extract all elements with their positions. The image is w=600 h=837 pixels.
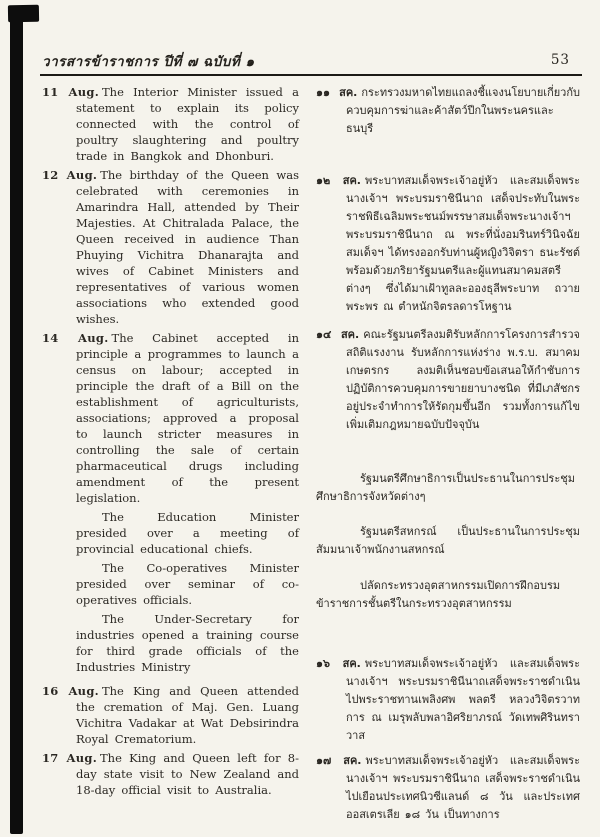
diary-entry-thai [316, 84, 580, 138]
diary-entry-thai [316, 172, 580, 316]
entry-text: รัฐมนตรีศึกษาธิการเป็นประธานในการประชุมศึกษาธิการจังหวัดต่างๆ [316, 472, 575, 503]
entry-text: คณะรัฐมนตรีลงมติรับหลักการโครงการสำรวจสถิติแรงงาน รับหลักการแห่งร่าง พ.ร.บ. สมาคมเกษตรกร ลงมติเห็นชอบข้อเสนอให้กำชับการปฏิบัติการควบคุมการขายยาบางชนิด ที่มีเภสัชกรอยู่ประจำทำการให้รัดกุมขึ้นอีก รวมทั้งการแก้ไขเพิ่มเติมกฎหมายฉบับปัจจุบัน [346, 328, 580, 431]
diary-entry [42, 330, 300, 506]
entry-text: The King and Queen left for 8-day state visit to New Zealand and 18-day official visit to Australia. [76, 751, 300, 797]
thai-column [316, 84, 580, 824]
entry-text: ปลัดกระทรวงอุตสาหกรรมเปิดการฝึกอบรมข้าราชการชั้นตรีในกระทรวงอุตสาหกรรม [316, 579, 561, 610]
entry-day-label: 12 Aug. [42, 168, 98, 182]
diary-entry [42, 683, 300, 747]
entry-day-label: ๑๗ สค. [316, 754, 362, 767]
journal-title: วารสารข้าราชการ ปีที่ ๗ ฉบับที่ ๑ [42, 54, 255, 70]
entry-day-label: ๑๒ สค. [316, 174, 361, 187]
entry-text: กระทรวงมหาดไทยแถลงชี้แจงนโยบายเกี่ยวกับ ควบคุมการฆ่าและค้าสัตว์ปีกในพระนครและธนบุรี [346, 86, 580, 135]
entry-day-label: 16 Aug. [42, 684, 99, 698]
diary-sub-paragraph-thai [316, 577, 580, 613]
diary-sub-paragraph-thai [316, 470, 580, 506]
entry-text: พระบาทสมเด็จพระเจ้าอยู่หัว และสมเด็จพระนางเจ้าฯ พระบรมราชินีนาถเสด็จพระราชดำเนินไปพระราชทานเพลิงศพ พลตรี หลวงวิจิตรวาทการ ณ เมรุพลับพลาอิศริยาภรณ์ วัดเทพศิรินทราวาส [346, 657, 580, 742]
entry-text: The birthday of the Queen was celebrated with ceremonies in Amarindra Hall, attended by Their Majesties. At Chitralada Palace, the Queen received in audience Than Phuying Vichitra Dhanarajta and wives of Cabinet Ministers and representatives of various women associations who extended good wishes. [76, 168, 299, 326]
diary-sub-paragraph-thai [316, 523, 580, 559]
diary-entry-thai [316, 752, 580, 824]
entry-text: พระบาทสมเด็จพระเจ้าอยู่หัว และสมเด็จพระนางเจ้าฯ พระบรมราชินีนาถ เสด็จพระราชดำเนินไปเยือนประเทศนิวซีแลนด์ ๘ วัน และประเทศออสเตรเลีย ๑๘ วัน เป็นทางการ [346, 754, 580, 821]
diary-entry [42, 167, 299, 327]
diary-entry-thai [316, 655, 580, 745]
entry-text: The Interior Minister issued a statement to explain its policy connected with the control of poultry slaughtering and poultry trade in Bangkok and Dhonburi. [76, 85, 299, 163]
entry-text: The Cabinet accepted in principle a programmes to launch a census on labour; accepted in principle the draft of a Bill on the establishment of agriculturists, associations; approved a proposal to launch stricter measures in controlling the sale of certain pharmaceutical drugs including amendment of the present legislation. [76, 331, 300, 505]
entry-text: พระบาทสมเด็จพระเจ้าอยู่หัว และสมเด็จพระนางเจ้าฯ พระบรมราชินีนาถ เสด็จประทับในพระราชพิธีเฉลิมพระชนม์พรรษาสมเด็จพระนางเจ้าฯ พระบรมราชินีนาถ ณ พระที่นั่งอมรินทร์วินิจฉัย สมเด็จฯ ได้ทรงออกรับท่านผู้หญิงวิจิตรา ธนะรัชต์ พร้อมด้วยภริยารัฐมนตรีและผู้แทนสมาคมสตรีต่างๆ ซึ่งได้มาเฝ้าทูลละอองธุลีพระบาท ถวายพระพร ณ ตำหนักจิตรลดารโหฐาน [346, 174, 580, 313]
page-number: 53 [550, 52, 570, 68]
diary-entry-thai [316, 326, 580, 434]
entry-day-label: 11 Aug. [42, 85, 99, 99]
header-rule [40, 74, 582, 76]
entry-text: The Education Minister presided over a meeting of provincial educational chiefs. [76, 510, 299, 556]
entry-text: รัฐมนตรีสหกรณ์ เป็นประธานในการประชุมสัมมนาเจ้าพนักงานสหกรณ์ [316, 525, 580, 556]
diary-entry [42, 84, 299, 164]
diary-entry [42, 750, 300, 798]
diary-sub-paragraph [76, 560, 299, 608]
diary-sub-paragraph [76, 611, 299, 675]
entry-text: The Under-Secretary for industries opened a training course for third grade officials of the Industries Ministry [76, 612, 299, 674]
english-column [42, 84, 299, 801]
entry-day-label: ๑๔ สค. [316, 328, 360, 341]
entry-text: The King and Queen attended the cremation of Maj. Gen. Luang Vichitra Vadakar at Wat Debsirindra Royal Crematorium. [76, 684, 300, 746]
page-header [42, 48, 582, 72]
entry-day-label: ๑๑ สค. [316, 86, 358, 99]
entry-day-label: ๑๖ สค. [316, 657, 361, 670]
diary-sub-paragraph [76, 509, 299, 557]
entry-text: The Co-operatives Minister presided over seminar of co-operatives officials. [76, 561, 299, 607]
entry-day-label: 14 Aug. [42, 331, 109, 345]
entry-day-label: 17 Aug. [42, 751, 98, 765]
scan-edge-bar [10, 6, 23, 834]
